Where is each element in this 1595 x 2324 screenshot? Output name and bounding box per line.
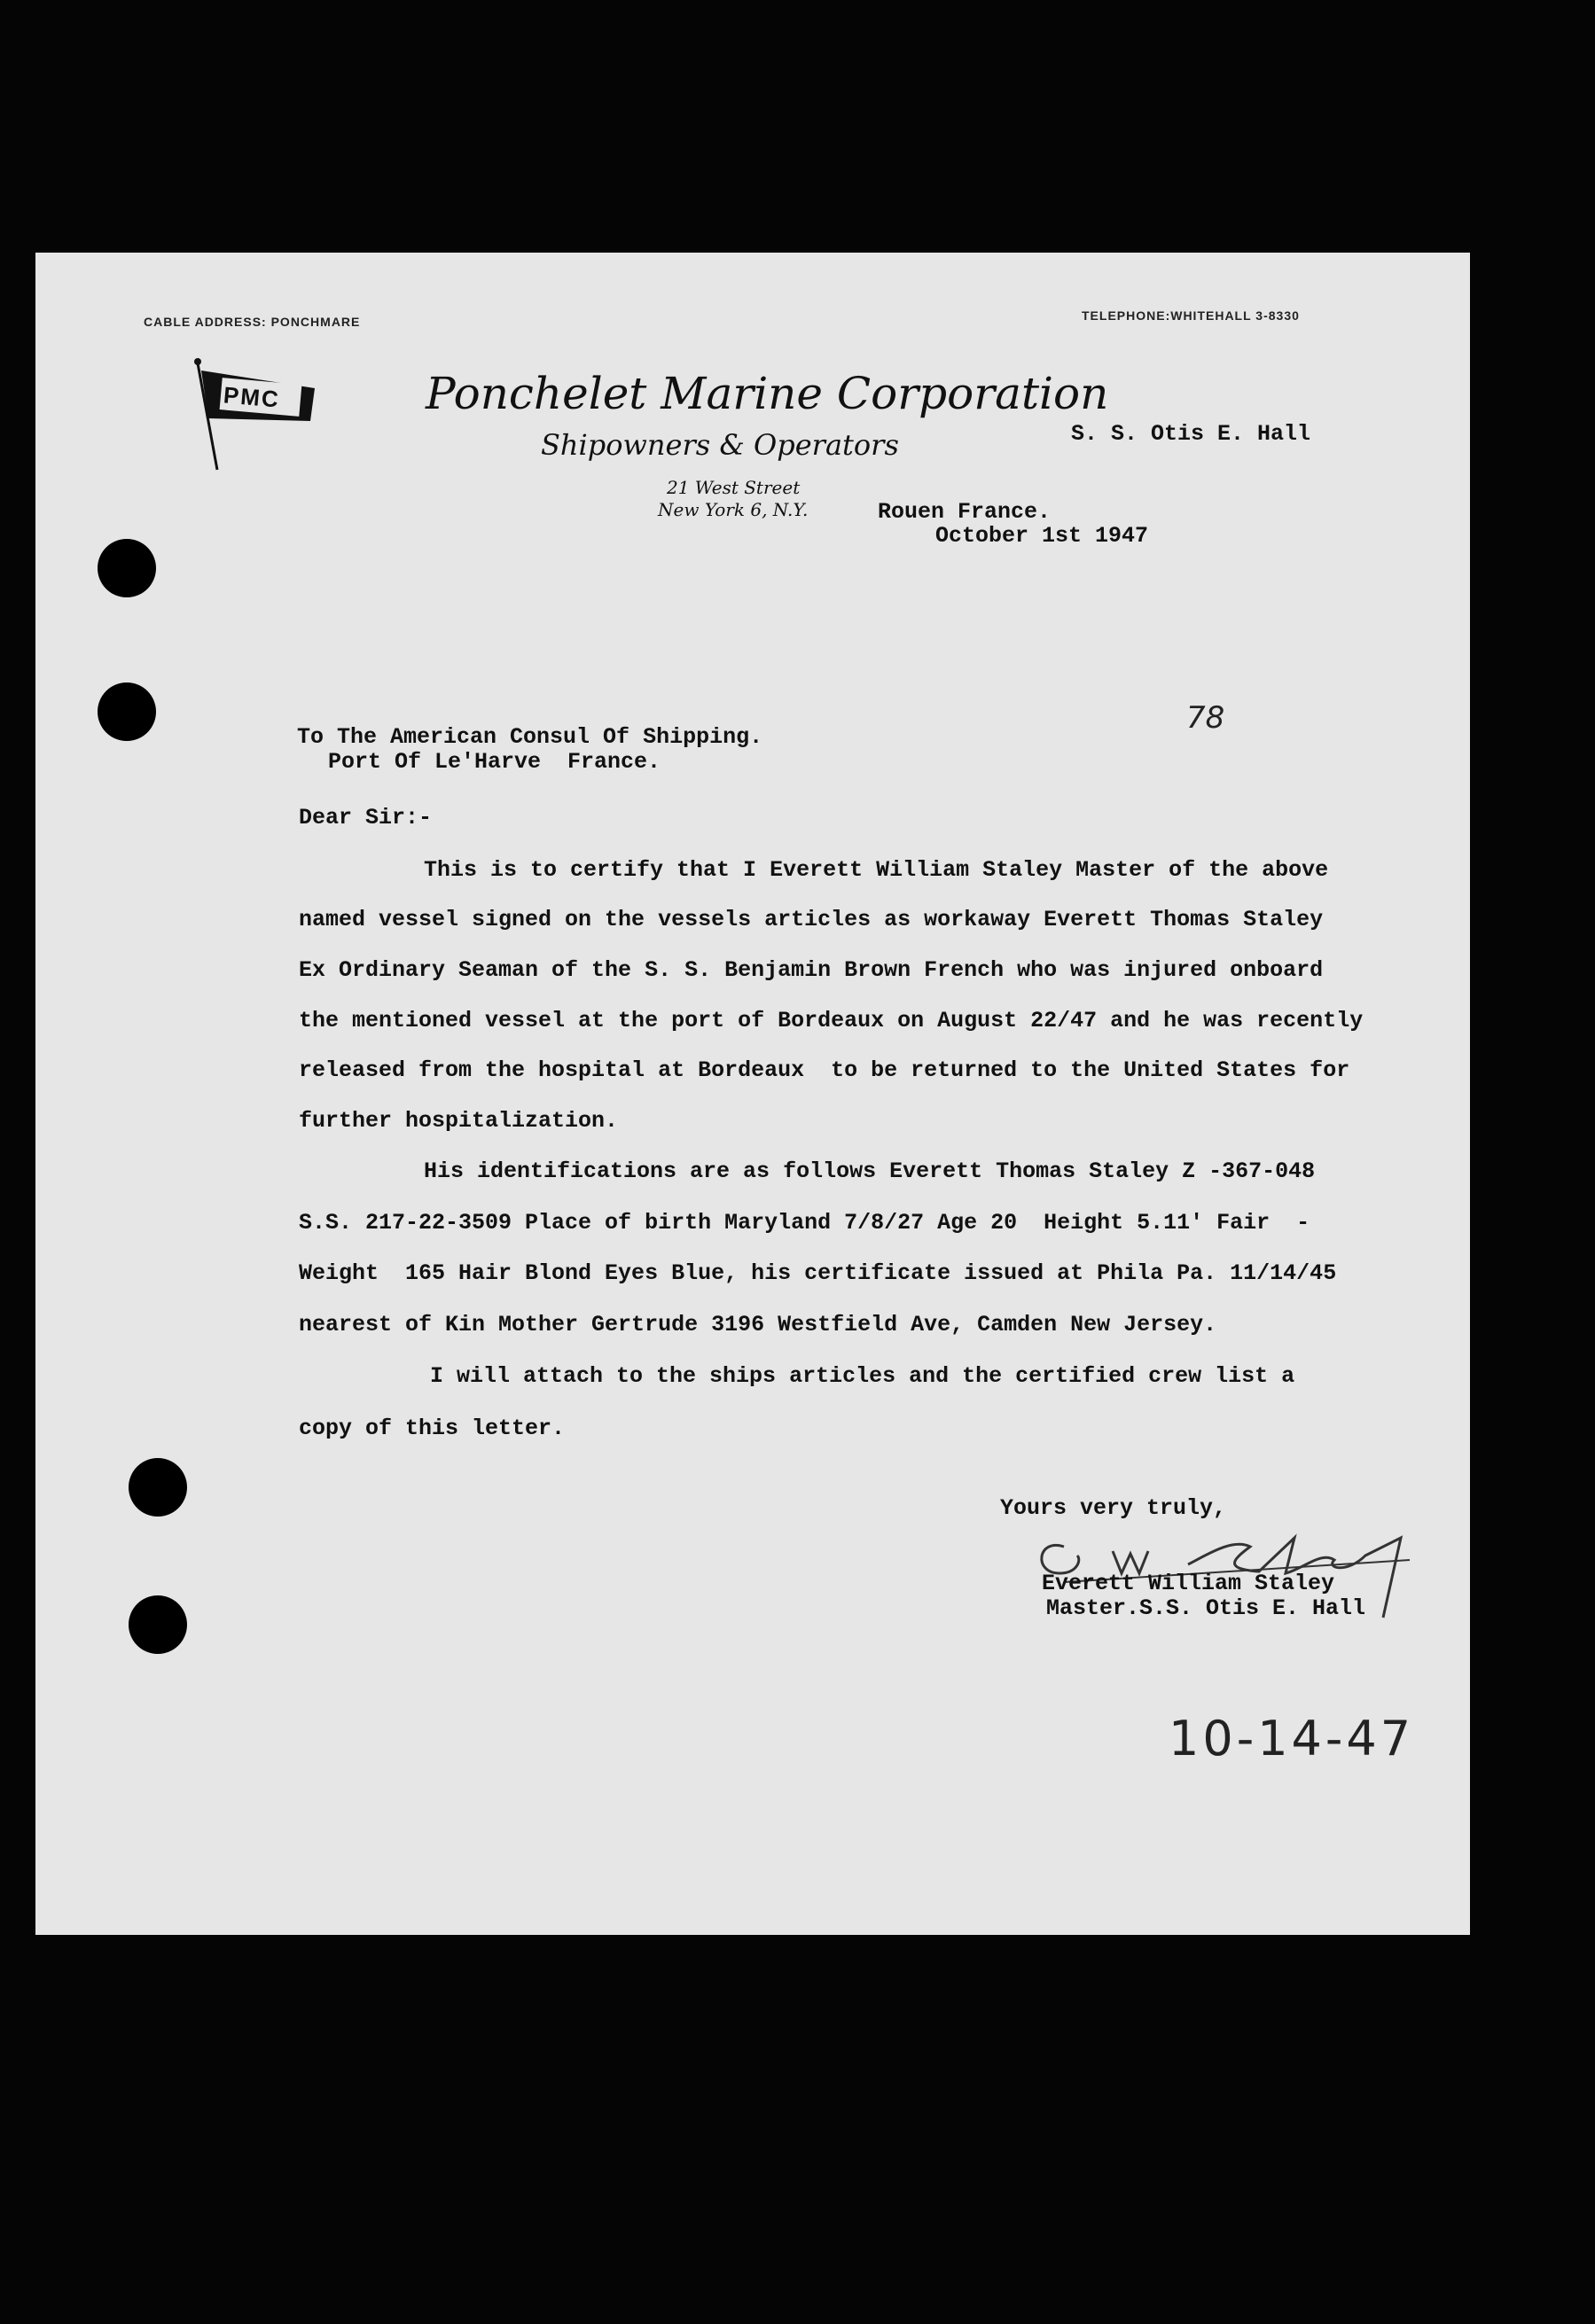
address-line1: 21 West Street <box>667 477 801 498</box>
letter-date: October 1st 1947 <box>935 523 1149 549</box>
marginal-note: 78 <box>1186 700 1225 736</box>
body-line: Ex Ordinary Seaman of the S. S. Benjamin Brown French who was injured onboard <box>299 957 1324 983</box>
body-line: further hospitalization. <box>299 1108 619 1134</box>
address-line2: New York 6, N.Y. <box>658 499 809 520</box>
body-line: nearest of Kin Mother Gertrude 3196 Westfield Ave, Camden New Jersey. <box>299 1312 1217 1337</box>
telephone: TELEPHONE:WHITEHALL 3-8330 <box>1082 308 1300 323</box>
body-line: I will attach to the ships articles and the certified crew list a <box>430 1363 1295 1389</box>
punch-hole <box>98 539 156 597</box>
body-line: the mentioned vessel at the port of Bordeaux on August 22/47 and he was recently <box>299 1008 1364 1033</box>
vessel-name: S. S. Otis E. Hall <box>1071 421 1311 447</box>
body-line: This is to certify that I Everett William Staley Master of the above <box>424 857 1329 883</box>
signatory-title: Master.S.S. Otis E. Hall <box>1046 1595 1366 1621</box>
body-line: named vessel signed on the vessels articles as workaway Everett Thomas Staley <box>299 907 1324 932</box>
handwritten-date: 10-14-47 <box>1169 1711 1415 1766</box>
body-line: copy of this letter. <box>299 1415 566 1441</box>
body-line: Weight 165 Hair Blond Eyes Blue, his certificate issued at Phila Pa. 11/14/45 <box>299 1260 1337 1286</box>
punch-hole <box>129 1595 187 1654</box>
cable-address: CABLE ADDRESS: PONCHMARE <box>144 315 361 329</box>
salutation: Dear Sir:- <box>299 805 433 831</box>
letter-sheet <box>35 253 1470 1935</box>
punch-hole <box>129 1458 187 1517</box>
flag-text: PMC <box>222 381 282 413</box>
company-name: Ponchelet Marine Corporation <box>426 368 1109 419</box>
signatory-name: Everett William Staley <box>1042 1571 1335 1596</box>
letter-place: Rouen France. <box>878 499 1052 525</box>
closing: Yours very truly, <box>1000 1495 1227 1521</box>
body-line: S.S. 217-22-3509 Place of birth Maryland 7/8/27 Age 20 Height 5.11' Fair - <box>299 1210 1310 1236</box>
body-line: His identifications are as follows Everett Thomas Staley Z -367-048 <box>424 1158 1316 1184</box>
body-line: released from the hospital at Bordeaux to be returned to the United States for <box>299 1057 1350 1083</box>
recipient-line2: Port Of Le'Harve France. <box>328 749 661 775</box>
pmc-flag-logo <box>191 355 324 479</box>
company-tagline: Shipowners & Operators <box>541 428 899 462</box>
recipient-line1: To The American Consul Of Shipping. <box>297 724 763 750</box>
punch-hole <box>98 682 156 741</box>
